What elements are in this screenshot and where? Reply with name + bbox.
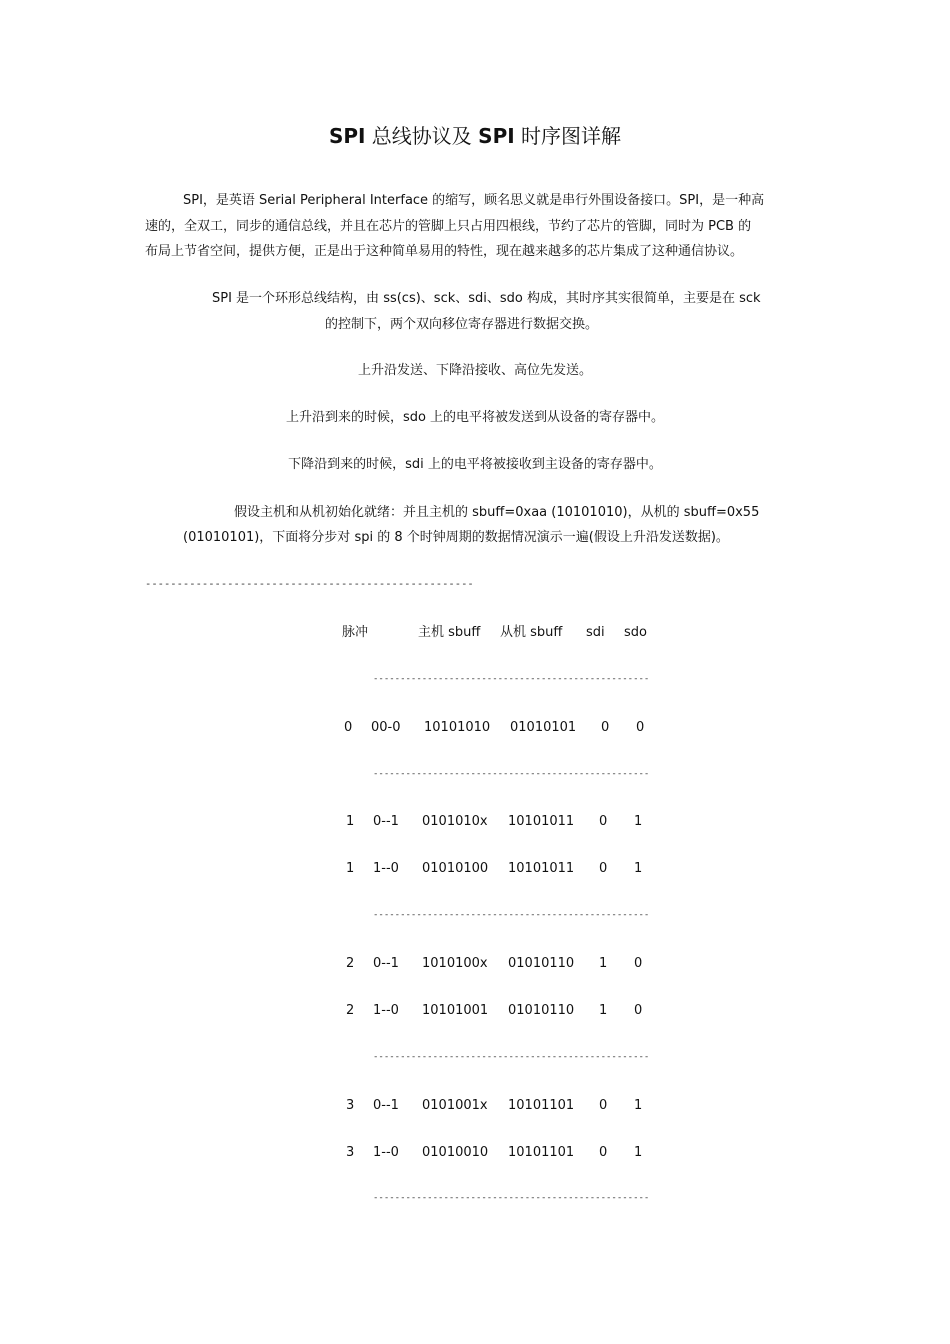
cell-slave: 10101011 xyxy=(508,861,575,876)
cell-master: 10101001 xyxy=(422,1003,489,1018)
table-separator: --------------------------------------------------- xyxy=(373,674,650,684)
cell-slave: 10101101 xyxy=(508,1145,575,1160)
table-row xyxy=(0,861,950,879)
table-separator: --------------------------------------------------- xyxy=(373,769,650,779)
section-separator: ---------------------------------------------------- xyxy=(145,578,474,590)
cell-sdo: 0 xyxy=(634,956,643,971)
cell-sdi: 1 xyxy=(599,1003,608,1018)
cell-master: 01010100 xyxy=(422,861,489,876)
header-slave-sbuff: 从机 sbuff xyxy=(500,625,563,640)
cell-sdo: 1 xyxy=(634,1098,643,1113)
cell-sdi: 1 xyxy=(599,956,608,971)
title-spi-2: SPI xyxy=(478,124,515,148)
table-row xyxy=(0,720,950,738)
cell-edge: 1--0 xyxy=(373,861,399,876)
rule-rising-edge: 上升沿到来的时候，sdo 上的电平将被发送到从设备的寄存器中。 xyxy=(285,410,665,425)
cell-pulse: 3 xyxy=(346,1145,355,1160)
cell-sdo: 1 xyxy=(634,861,643,876)
table-header xyxy=(0,625,950,643)
table-row xyxy=(0,1003,950,1021)
cell-edge: 00-0 xyxy=(371,720,401,735)
cell-sdi: 0 xyxy=(601,720,610,735)
header-sdo: sdo xyxy=(624,625,647,640)
table-separator: --------------------------------------------------- xyxy=(373,1052,650,1062)
structure-line-2: 的控制下，两个双向移位寄存器进行数据交换。 xyxy=(325,317,599,332)
cell-edge: 0--1 xyxy=(373,956,399,971)
page-title xyxy=(0,122,950,150)
cell-pulse: 1 xyxy=(346,861,355,876)
cell-master: 01010010 xyxy=(422,1145,489,1160)
structure-line-1: SPI 是一个环形总线结构，由 ss(cs)、sck、sdi、sdo 构成，其时序其实很简单，主要是在 sck xyxy=(212,291,761,306)
cell-pulse: 2 xyxy=(346,1003,355,1018)
rule-edges: 上升沿发送、下降沿接收、高位先发送。 xyxy=(357,363,592,378)
cell-sdi: 0 xyxy=(599,1145,608,1160)
table-separator: --------------------------------------------------- xyxy=(373,910,650,920)
header-master-sbuff: 主机 sbuff xyxy=(418,625,481,640)
cell-edge: 1--0 xyxy=(373,1145,399,1160)
cell-pulse: 1 xyxy=(346,814,355,829)
cell-sdi: 0 xyxy=(599,861,608,876)
cell-edge: 0--1 xyxy=(373,1098,399,1113)
table-row xyxy=(0,1145,950,1163)
title-text-1: 总线协议及 xyxy=(365,124,479,148)
intro-line-1: SPI，是英语 Serial Peripheral Interface 的缩写，顾名思义就是串行外围设备接口。SPI，是一种高 xyxy=(183,193,765,208)
header-pulse: 脉冲 xyxy=(342,625,369,640)
cell-sdi: 0 xyxy=(599,814,608,829)
cell-slave: 01010110 xyxy=(508,956,575,971)
table-row xyxy=(0,956,950,974)
cell-slave: 10101101 xyxy=(508,1098,575,1113)
cell-edge: 0--1 xyxy=(373,814,399,829)
table-row xyxy=(0,814,950,832)
header-sdi: sdi xyxy=(586,625,605,640)
table-separator: --------------------------------------------------- xyxy=(373,1193,650,1203)
cell-slave: 01010110 xyxy=(508,1003,575,1018)
cell-master: 0101001x xyxy=(422,1098,488,1113)
title-text-2: 时序图详解 xyxy=(514,124,622,148)
cell-slave: 01010101 xyxy=(510,720,577,735)
cell-sdo: 0 xyxy=(634,1003,643,1018)
cell-pulse: 2 xyxy=(346,956,355,971)
cell-slave: 10101011 xyxy=(508,814,575,829)
cell-sdo: 1 xyxy=(634,1145,643,1160)
assume-line-2: (01010101)，下面将分步对 spi 的 8 个时钟周期的数据情况演示一遍(假设上升沿发送数据)。 xyxy=(183,530,729,545)
cell-sdi: 0 xyxy=(599,1098,608,1113)
cell-sdo: 1 xyxy=(634,814,643,829)
intro-line-3: 布局上节省空间，提供方便，正是出于这种简单易用的特性，现在越来越多的芯片集成了这种通信协议。 xyxy=(145,244,744,259)
cell-master: 10101010 xyxy=(424,720,491,735)
intro-line-2: 速的，全双工，同步的通信总线，并且在芯片的管脚上只占用四根线，节约了芯片的管脚，同时为 PCB 的 xyxy=(145,219,752,234)
cell-sdo: 0 xyxy=(636,720,645,735)
cell-master: 0101010x xyxy=(422,814,488,829)
cell-edge: 1--0 xyxy=(373,1003,399,1018)
cell-pulse: 3 xyxy=(346,1098,355,1113)
cell-pulse: 0 xyxy=(344,720,353,735)
title-spi-1: SPI xyxy=(328,124,366,148)
table-row xyxy=(0,1098,950,1116)
assume-line-1: 假设主机和从机初始化就绪：并且主机的 sbuff=0xaa (10101010)，从机的 sbuff=0x55 xyxy=(234,505,760,520)
rule-falling-edge: 下降沿到来的时候，sdi 上的电平将被接收到主设备的寄存器中。 xyxy=(288,457,662,472)
cell-master: 1010100x xyxy=(422,956,488,971)
